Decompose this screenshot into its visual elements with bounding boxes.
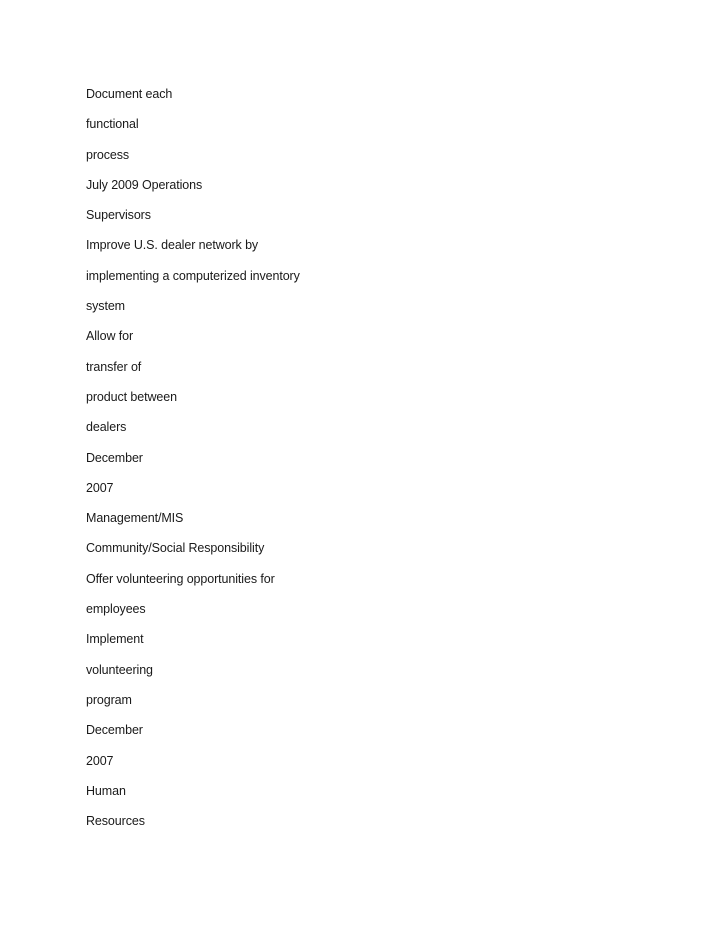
text-lines xyxy=(86,86,300,843)
text-line: 2007 xyxy=(86,753,114,768)
text-line: December xyxy=(86,723,143,738)
text-line: functional xyxy=(86,117,139,132)
text-line: dealers xyxy=(86,420,127,435)
text-line: December xyxy=(86,450,143,465)
text-line: Human xyxy=(86,783,126,798)
text-line: transfer of xyxy=(86,359,142,374)
text-line: Allow for xyxy=(86,329,134,344)
text-line: employees xyxy=(86,602,146,617)
text-line: volunteering xyxy=(86,662,153,677)
text-line: product between xyxy=(86,389,177,404)
text-line: Community/Social Responsibility xyxy=(86,541,265,556)
text-line: implementing a computerized inventory xyxy=(86,268,300,283)
text-line: system xyxy=(86,299,125,314)
text-line: Resources xyxy=(86,814,145,829)
text-line: program xyxy=(86,692,132,707)
text-line: Improve U.S. dealer network by xyxy=(86,238,259,253)
text-line: July 2009 Operations xyxy=(86,177,203,192)
text-line: Implement xyxy=(86,632,144,647)
text-line: Supervisors xyxy=(86,208,151,223)
text-line: Offer volunteering opportunities for xyxy=(86,571,275,586)
text-line: Management/MIS xyxy=(86,511,184,526)
text-line: Document each xyxy=(86,87,173,101)
text-line: process xyxy=(86,147,130,162)
text-line: 2007 xyxy=(86,480,114,495)
